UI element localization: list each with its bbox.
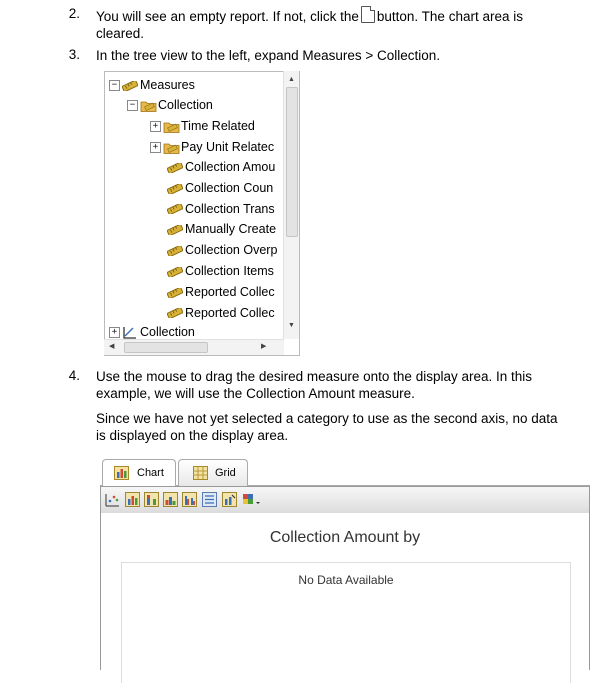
scatter-chart-icon[interactable] <box>105 492 120 507</box>
view-tabs <box>100 459 590 486</box>
no-data-message: No Data Available <box>298 573 394 587</box>
tree-view[interactable] <box>104 71 300 356</box>
expand-icon[interactable]: + <box>109 327 120 338</box>
tree-label: Manually Create <box>185 222 277 237</box>
display-area[interactable] <box>100 513 590 670</box>
step-4-line-b: example, we will use the Collection Amount measure. <box>96 386 415 401</box>
ruler-icon <box>122 81 138 91</box>
scroll-thumb[interactable] <box>124 342 208 353</box>
scroll-down-icon[interactable]: ▼ <box>288 322 295 329</box>
step-4-text <box>96 368 586 402</box>
tree-label: Collection Amou <box>185 160 276 174</box>
tree-node-measure[interactable] <box>167 219 276 239</box>
expand-icon[interactable]: + <box>150 121 161 132</box>
step-number: 4. <box>68 368 80 383</box>
tree-label: Time Related <box>181 119 255 133</box>
tree-label: Pay Unit Relatec <box>181 140 275 154</box>
chart-toolbar <box>100 486 590 514</box>
tree-label: Collection Items <box>185 264 274 278</box>
tree-node-measure[interactable] <box>167 240 277 260</box>
grid-tab-icon <box>193 466 208 480</box>
ruler-icon <box>167 288 183 298</box>
step-number: 2. <box>68 6 80 21</box>
step-number: 3. <box>68 47 80 62</box>
collapse-icon[interactable]: − <box>127 100 138 111</box>
step-3-text: In the tree view to the left, expand Measures > Collection. <box>96 48 441 63</box>
legend-icon[interactable] <box>202 492 217 507</box>
new-report-icon <box>361 6 375 23</box>
expand-icon[interactable]: + <box>150 142 161 153</box>
axis-icon <box>122 326 138 339</box>
tab-grid[interactable] <box>178 459 248 486</box>
ruler-icon <box>167 225 183 235</box>
folder-icon <box>163 120 180 133</box>
tree-label: Reported Collec <box>185 305 275 320</box>
step-2-line-c: cleared. <box>96 26 145 41</box>
step-4-line-a: Use the mouse to drag the desired measure onto the display area. In this <box>96 369 533 384</box>
ruler-icon <box>167 267 183 277</box>
folder-icon <box>163 141 180 154</box>
tree-horizontal-scrollbar[interactable] <box>104 339 284 355</box>
tree-label: Collection Overp <box>185 243 278 258</box>
tree-node-collection[interactable] <box>127 95 213 115</box>
tree-label: Collection <box>158 98 213 112</box>
tree-label: Collection <box>140 325 195 339</box>
tree-label: Reported Collec <box>185 284 275 299</box>
scroll-left-icon[interactable]: ◀ <box>109 343 115 350</box>
scroll-up-icon[interactable]: ▲ <box>288 76 295 83</box>
collapse-icon[interactable]: − <box>109 80 120 91</box>
tree-node-measure[interactable] <box>167 178 273 198</box>
ruler-icon <box>167 246 183 256</box>
color-palette-icon[interactable] <box>242 492 262 507</box>
ruler-icon <box>167 163 183 173</box>
tree-node-pay-unit[interactable] <box>150 137 274 157</box>
tree-vertical-scrollbar[interactable] <box>283 71 299 339</box>
bar-chart-icon[interactable] <box>125 492 140 507</box>
ruler-icon <box>167 204 183 214</box>
tree-node-measure[interactable] <box>167 199 275 219</box>
note-line-a: Since we have not yet selected a category to use as the second axis, no data <box>96 411 558 426</box>
note-text <box>96 410 591 444</box>
ruler-icon <box>167 184 183 194</box>
chart-options-icon[interactable] <box>222 492 237 507</box>
grouped-bar-icon[interactable] <box>182 492 197 507</box>
tree-label: Collection Trans <box>185 201 275 216</box>
step-2-line-a: You will see an empty report. If not, click the <box>96 9 359 24</box>
tab-chart-label: Chart <box>137 467 164 479</box>
tree-label: Measures <box>140 78 195 92</box>
folder-icon <box>140 99 157 112</box>
note-line-b: is displayed on the display area. <box>96 428 289 443</box>
scroll-right-icon[interactable]: ▶ <box>261 343 267 350</box>
chart-tab-icon <box>114 466 129 480</box>
scroll-thumb[interactable] <box>286 87 298 237</box>
tab-chart[interactable] <box>102 459 176 487</box>
tree-node-measures[interactable] <box>109 75 195 95</box>
ruler-icon <box>167 308 183 318</box>
step-2-line-b: button. The chart area is <box>376 9 523 24</box>
tab-grid-label: Grid <box>215 467 236 479</box>
tree-label: Collection Coun <box>185 180 274 195</box>
chart-title: Collection Amount by <box>269 529 421 546</box>
column-chart-icon[interactable] <box>163 492 178 507</box>
tree-node-measure[interactable] <box>167 261 274 281</box>
step-2-text <box>96 6 576 42</box>
tree-node-time-related[interactable] <box>150 116 255 136</box>
tree-node-measure[interactable] <box>167 157 275 177</box>
tree-node-measure[interactable] <box>167 282 275 302</box>
plot-area[interactable] <box>121 562 571 683</box>
tree-node-measure[interactable] <box>167 303 275 323</box>
stacked-bar-icon[interactable] <box>144 492 159 507</box>
